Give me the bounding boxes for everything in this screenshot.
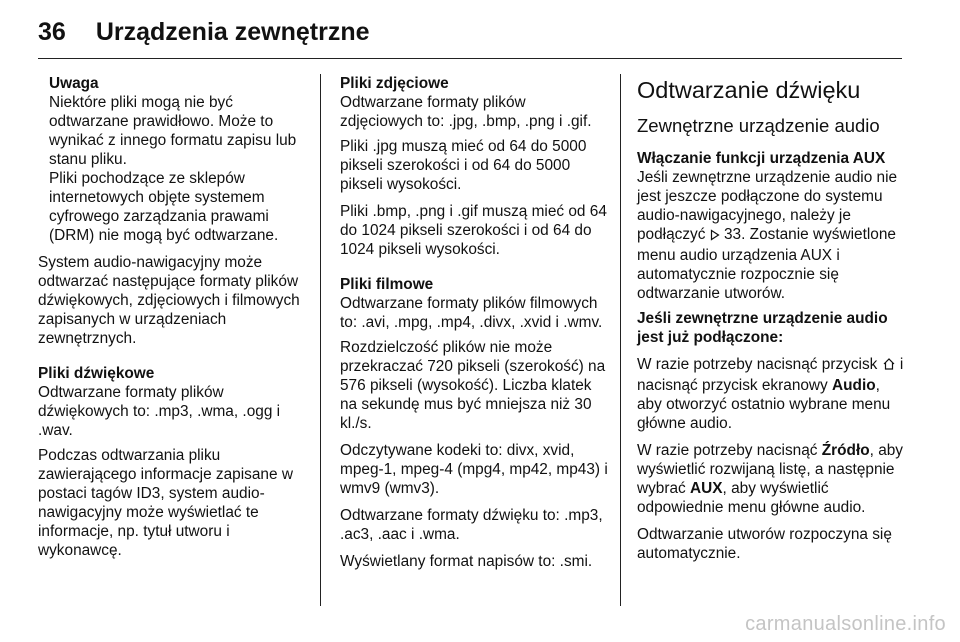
audio-button-label: Audio — [832, 377, 876, 394]
note-paragraph-1: Niektóre pliki mogą nie być odtwarzane prawidłowo. Może to wynikać z innego formatu zapisu lub stanu pliku. — [49, 94, 297, 168]
source-text-c: , aby wyświetlić odpowiednie menu główne audio. — [637, 480, 866, 516]
connected-text-c: , aby otworzyć ostatnio wybrane menu główne audio. — [637, 377, 891, 432]
source-text-a: W razie potrzeby nacisnąć — [637, 442, 822, 459]
column-divider-2 — [620, 74, 621, 606]
home-icon — [882, 357, 896, 376]
connected-text-a: W razie potrzeby nacisnąć przycisk — [637, 356, 882, 373]
page-header — [38, 14, 370, 50]
audio-files-heading: Pliki dźwiękowe — [38, 365, 155, 382]
source-text-b: , aby wyświetlić rozwijaną listę, a następnie wybrać — [637, 442, 904, 497]
source-button-label: Źródło — [821, 442, 870, 459]
photo-files-heading: Pliki zdjęciowe — [340, 75, 449, 92]
photo-paragraph-2: Pliki .jpg muszą mieć od 64 do 5000 pikseli szerokości i od 64 do 5000 pikseli wysokości. — [340, 138, 587, 193]
note-paragraph-2: Pliki pochodzące ze sklepów internetowych objęte systemem cyfrowego zarządzania prawami (DRM) nie mogą być odtwarzane. — [49, 170, 279, 244]
photo-paragraph-3: Pliki .bmp, .png i .gif muszą mieć od 64 do 1024 pikseli szerokości i od 64 do 1024 pikseli wysokości. — [340, 203, 607, 258]
aux-page-ref[interactable]: 33 — [724, 226, 742, 243]
movie-paragraph-4: Odtwarzane formaty dźwięku to: .mp3, .ac3, .aac i .wma. — [340, 507, 603, 543]
column-1 — [38, 74, 310, 568]
note-box — [49, 74, 310, 245]
aux-heading: Włączanie funkcji urządzenia AUX — [637, 150, 886, 167]
playback-paragraph: Odtwarzanie utworów rozpoczyna się automatycznie. — [637, 526, 892, 562]
watermark: carmanualsonline.info — [745, 613, 946, 635]
note-title: Uwaga — [49, 75, 99, 92]
movie-paragraph-3: Odczytywane kodeki to: divx, xvid, mpeg-1, mpeg-4 (mpg4, mp42, mp43) i wmv9 (wmv3). — [340, 442, 608, 497]
aux-option-label: AUX — [690, 480, 723, 497]
connected-text-b: i nacisnąć przycisk ekranowy — [637, 356, 904, 394]
movie-files-heading: Pliki filmowe — [340, 276, 434, 293]
column-2 — [340, 74, 608, 579]
aux-text-a: Jeśli zewnętrzne urządzenie audio nie jest jeszcze podłączone do systemu audio-nawigacyjnego, należy je podłączyć — [637, 169, 898, 243]
section-heading: Odtwarzanie dźwięku — [637, 77, 861, 103]
audio-paragraph-1: Odtwarzane formaty plików dźwiękowych to: .mp3, .wma, .ogg i .wav. — [38, 384, 281, 439]
triangle-reference-icon — [710, 227, 720, 246]
subsection-heading: Zewnętrzne urządzenie audio — [637, 115, 880, 136]
audio-paragraph-2: Podczas odtwarzania pliku zawierającego informacje zapisane w postaci tagów ID3, system audio-nawigacyjny może wyświetlać te informacje, np. tytuł utworu i wykonawcę. — [38, 447, 293, 559]
movie-paragraph-5: Wyświetlany format napisów to: .smi. — [340, 553, 593, 570]
column-3 — [637, 74, 905, 571]
connected-heading: Jeśli zewnętrzne urządzenie audio jest już podłączone: — [637, 310, 888, 346]
page-title: Urządzenia zewnętrzne — [95, 17, 370, 46]
page-number: 36 — [38, 17, 66, 46]
aux-text-b: . Zostanie wyświetlone menu audio urządzenia AUX i automatycznie rozpocznie się odtwarzanie utworów. — [637, 226, 896, 302]
movie-paragraph-2: Rozdzielczość plików nie może przekraczać 720 pikseli (szerokość) na 576 pikseli (wysokość). Liczba klatek na sekundę mus być mniejsza niż 30 kl./s. — [340, 339, 606, 432]
header-rule — [38, 58, 902, 59]
movie-paragraph-1: Odtwarzane formaty plików filmowych to: .avi, .mpg, .mp4, .divx, .xvid i .wmv. — [340, 295, 603, 331]
intro-paragraph: System audio-nawigacyjny może odtwarzać następujące formaty plików dźwiękowych, zdjęciowych i filmowych zapisanych w urządzeniach zewnętrznych. — [38, 254, 300, 347]
photo-paragraph-1: Odtwarzane formaty plików zdjęciowych to: .jpg, .bmp, .png i .gif. — [340, 94, 592, 130]
column-divider-1 — [320, 74, 321, 606]
